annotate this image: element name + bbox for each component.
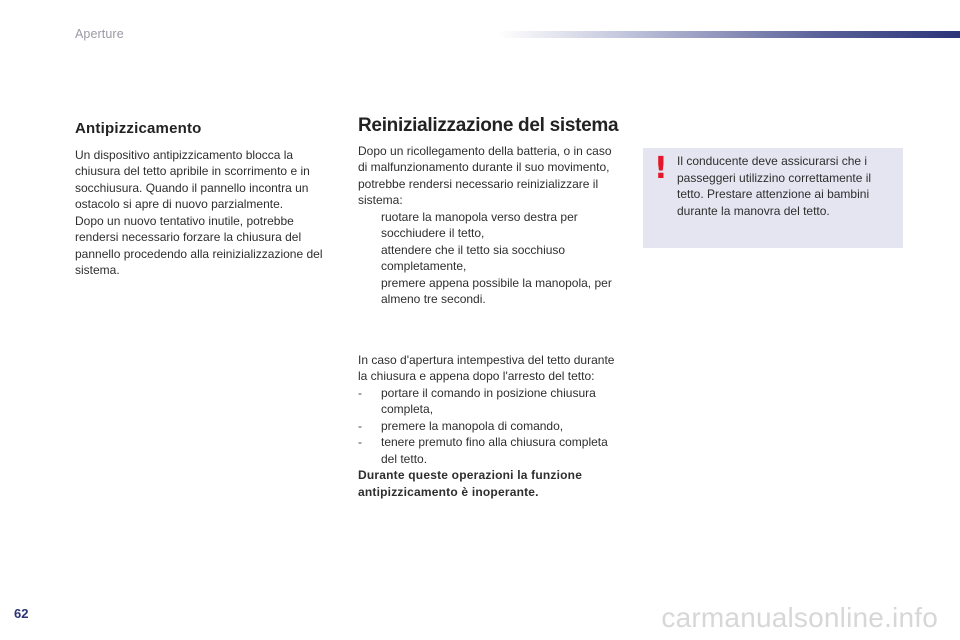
list-item [358, 434, 624, 467]
untimely-opening-steps-list [358, 385, 624, 468]
exclamation-icon: ! [654, 151, 668, 186]
left-column [75, 121, 337, 279]
list-item [358, 275, 624, 308]
middle-column [358, 115, 624, 500]
reset-step-1: ruotare la manopola verso destra per socchiudere il tetto, [381, 209, 578, 240]
antipinch-inoperative-note: Durante queste operazioni la funzione antipizzicamento è inoperante. [358, 468, 583, 499]
dash-marker: - [358, 435, 362, 449]
reset-step-2: attendere che il tetto sia socchiuso completamente, [381, 242, 566, 273]
warning-text: Il conducente deve assicurarsi che i passeggeri utilizzino correttamente il tetto. Prestare attenzione ai bambini durante la manovra del tetto. [677, 154, 872, 218]
reset-step-3: premere appena possibile la manopola, per almeno tre secondi. [381, 275, 612, 306]
watermark: carmanualsonline.info [661, 602, 938, 633]
header-gradient-bar [498, 31, 960, 38]
warning-box [643, 148, 903, 248]
left-paragraph-1: Un dispositivo antipizzicamento blocca la chiusura del tetto apribile in scorrimento e in socchiusura. Quando il pannello incontra un ostacolo si apre di nuovo parzialmente. [75, 147, 310, 211]
untimely-step-2: premere la manopola di comando, [381, 418, 564, 433]
section-title: Aperture [75, 27, 124, 41]
untimely-opening-intro: In caso d'apertura intempestiva del tetto durante la chiusura e appena dopo l'arresto del tetto: [358, 352, 615, 383]
reset-heading: Reinizializzazione del sistema [358, 115, 619, 136]
untimely-step-1: portare il comando in posizione chiusura completa, [381, 385, 596, 416]
antipinch-heading: Antipizzicamento [75, 120, 202, 137]
list-item [358, 242, 624, 275]
page-number: 62 [14, 606, 29, 621]
spacer [358, 308, 624, 352]
list-item [358, 385, 624, 418]
untimely-step-3: tenere premuto fino alla chiusura completa del tetto. [381, 435, 608, 466]
dash-marker: - [358, 385, 362, 400]
dash-marker: - [358, 418, 362, 433]
list-item [358, 418, 624, 435]
list-item [358, 209, 624, 242]
reset-steps-list [358, 209, 624, 308]
left-paragraph-2: Dopo un nuovo tentativo inutile, potrebbe rendersi necessario forzare la chiusura del pannello procedendo alla reinizializzazione del sistema. [75, 213, 323, 277]
reset-intro: Dopo un ricollegamento della batteria, o in caso di malfunzionamento durante il suo movimento, potrebbe rendersi necessario reinizializzare il sistema: [358, 143, 612, 207]
